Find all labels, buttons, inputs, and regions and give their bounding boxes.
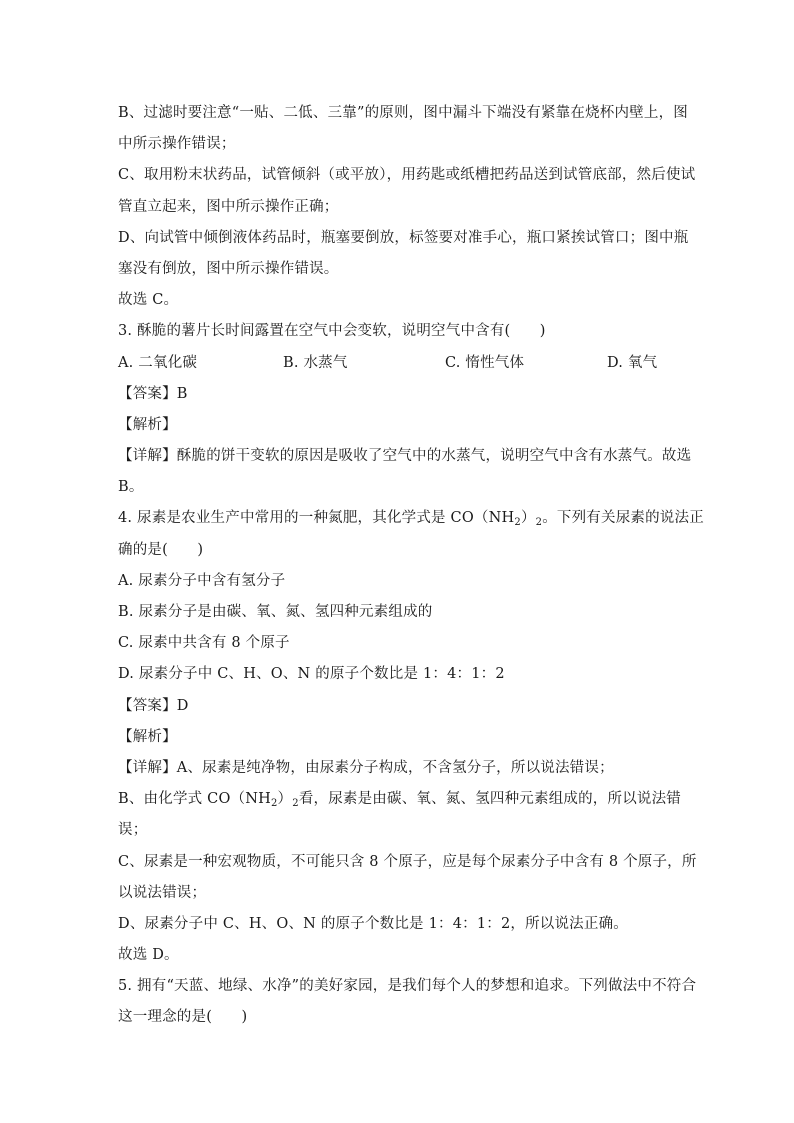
q3-stem: 3. 酥脆的薯片长时间露置在空气中会变软，说明空气中含有( ) <box>118 323 546 340</box>
q4-option-a: A. 尿素分子中含有氢分子 <box>118 572 286 589</box>
q4-analysis-heading: 【解析】 <box>118 728 177 745</box>
q4-detail-text: 看，尿素是由碳、氧、氮、氢四种元素组成的，所以说法错 <box>298 791 682 808</box>
q3-option-c: C. 惰性气体 <box>445 354 525 371</box>
q4-detail-a: 【详解】A、尿素是纯净物，由尿素分子构成，不含氢分子，所以说法错误； <box>118 759 614 776</box>
q3-analysis-heading: 【解析】 <box>118 416 177 433</box>
q4-detail-b-line2: 误； <box>118 822 148 839</box>
q4-stem-line1 <box>118 503 704 534</box>
q4-detail-subscript: 2 <box>292 798 299 810</box>
q2-explanation-c-line2: 管直立起来，图中所示操作正确； <box>118 198 339 215</box>
q3-option-b: B. 水蒸气 <box>283 354 348 371</box>
q2-explanation-b-line1: B、过滤时要注意“一贴、二低、三靠”的原则，图中漏斗下端没有紧靠在烧杯内壁上，图 <box>118 105 688 121</box>
q4-option-d: D. 尿素分子中 C、H、O、N 的原子个数比是 1：4：1：2 <box>118 666 505 683</box>
q2-explanation-d-line1: D、向试管中倾倒液体药品时，瓶塞要倒放，标签要对准手心，瓶口紧挨试管口；图中瓶 <box>118 229 689 246</box>
q4-stem-line2: 确的是( ) <box>118 541 204 558</box>
q4-detail-c-line2: 以说法错误； <box>118 884 207 901</box>
q4-stem-text: 4. 尿素是农业生产中常用的一种氮肥，其化学式是 CO（NH <box>118 510 515 527</box>
q4-detail-text: ） <box>277 791 293 808</box>
q4-detail-c-line1: C、尿素是一种宏观物质，不可能只含 8 个原子，应是每个尿素分子中含有 8 个原子，所 <box>118 853 697 870</box>
q4-detail-b-line1 <box>118 784 682 815</box>
q4-stem-text: ） <box>520 510 536 527</box>
q3-options <box>118 348 678 379</box>
q4-answer: 【答案】D <box>118 697 189 714</box>
q4-stem-subscript: 2 <box>514 517 521 529</box>
q3-option-d: D. 氧气 <box>607 354 658 371</box>
q4-detail-d: D、尿素分子中 C、H、O、N 的原子个数比是 1：4：1：2，所以说法正确。 <box>118 915 628 932</box>
q4-option-b: B. 尿素分子是由碳、氧、氮、氢四种元素组成的 <box>118 604 433 620</box>
q3-detail-line1: 【详解】酥脆的饼干变软的原因是吸收了空气中的水蒸气，说明空气中含有水蒸气。故选 <box>118 448 692 465</box>
q3-option-a: A. 二氧化碳 <box>118 354 198 371</box>
q4-detail-text: B、由化学式 CO（NH <box>118 791 271 808</box>
q4-option-c: C. 尿素中共含有 8 个原子 <box>118 635 290 652</box>
q2-explanation-c-line1: C、取用粉末状药品，试管倾斜（或平放），用药匙或纸槽把药品送到试管底部，然后使试 <box>118 167 696 184</box>
q3-detail-line2: B。 <box>118 479 144 496</box>
q5-stem-line1: 5. 拥有“天蓝、地绿、水净”的美好家园，是我们每个人的梦想和追求。下列做法中不符合 <box>118 978 697 995</box>
document-body <box>118 98 704 1034</box>
q4-stem-text: 。下列有关尿素的说法正 <box>542 510 704 527</box>
q4-detail-subscript: 2 <box>270 798 278 810</box>
q5-stem-line2: 这一理念的是( ) <box>118 1009 248 1026</box>
q4-stem-subscript: 2 <box>535 517 543 529</box>
q2-choose: 故选 C。 <box>118 292 179 309</box>
q3-answer: 【答案】B <box>118 385 188 402</box>
q2-explanation-b-line2: 中所示操作错误； <box>118 136 236 153</box>
q2-explanation-d-line2: 塞没有倒放，图中所示操作错误。 <box>118 260 339 277</box>
q4-choose: 故选 D。 <box>118 947 179 964</box>
